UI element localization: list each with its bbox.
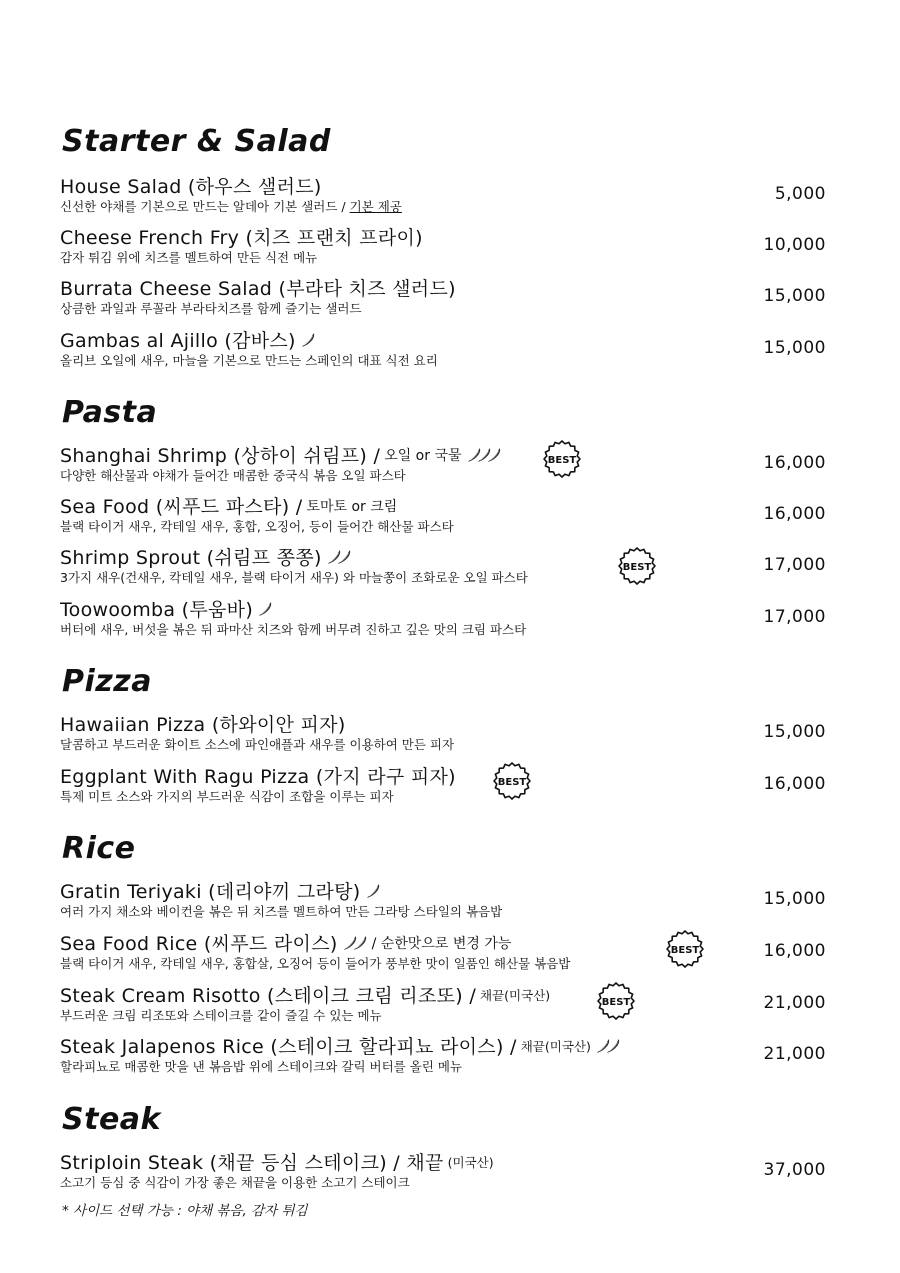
item-price: 15,000 [763,722,826,742]
item-price: 16,000 [763,941,826,961]
item-option: 채끝(미국산) [520,1038,591,1054]
item-name: Hawaiian Pizza (하와이안 피자) [60,714,346,736]
best-badge-icon [596,981,636,1021]
best-badge-icon [542,439,582,479]
menu-item-striploin-steak [60,1148,840,1198]
item-price: 16,000 [763,774,826,794]
item-name: Eggplant With Ragu Pizza (가지 라구 피자) [60,766,456,788]
menu-item-sea-food-rice [60,929,840,979]
item-name: Sea Food Rice (씨푸드 라이스) [60,933,338,955]
item-description: 3가지 새우(건새우, 칵테일 새우, 블랙 타이거 새우) 와 마늘쫑이 조화로운 오일 파스타 [60,570,528,585]
section-title-starter: Starter & Salad [62,124,331,159]
chili-pepper-icon [300,331,316,349]
section-title-pizza: Pizza [62,664,152,699]
chili-pepper-icon [342,934,368,952]
item-description: 상큼한 과일과 루꼴라 부라타치즈를 함께 즐기는 샐러드 [60,301,362,316]
item-name: Steak Jalapenos Rice (스테이크 할라피뇨 라이스) / [60,1036,517,1058]
best-badge-icon [617,546,657,586]
chili-pepper-icon [466,446,502,464]
menu-item-toowoomba [60,595,840,645]
item-name: Cheese French Fry (치즈 프랜치 프라이) [60,227,423,249]
item-description: 달콤하고 부드러운 화이트 소스에 파인애플과 새우를 이용하여 만든 피자 [60,737,455,752]
menu-item-gratin-teriyaki [60,877,840,927]
svg-text:BEST: BEST [601,997,631,1008]
item-price: 17,000 [763,555,826,575]
item-description: 블랙 타이거 새우, 칵테일 새우, 홍합살, 오징어 등이 들어가 풍부한 맛이 일품인 해산물 볶음밥 [60,956,571,971]
menu-item-steak-cream-risotto [60,981,840,1031]
svg-text:BEST: BEST [547,455,577,466]
item-price: 10,000 [763,235,826,255]
item-description: 블랙 타이거 새우, 칵테일 새우, 홍합, 오징어, 등이 들어간 해산물 파스타 [60,519,454,534]
item-name: Shanghai Shrimp (상하이 쉬림프) / [60,445,381,467]
item-price: 16,000 [763,453,826,473]
item-option: / 순한맛으로 변경 가능 [371,935,512,952]
item-name: Sea Food (씨푸드 파스타) / [60,496,303,518]
item-price: 5,000 [774,184,826,204]
item-name: Gambas al Ajillo (감바스) [60,330,296,352]
item-name: Striploin Steak (채끝 등심 스테이크) / 채끝 [60,1152,444,1174]
item-description: 할라피뇨로 매콤한 맛을 낸 볶음밥 위에 스테이크와 갈릭 버터를 올린 메뉴 [60,1059,462,1074]
menu-item-shrimp-sprout [60,543,840,593]
item-name: Gratin Teriyaki (데리야끼 그라탕) [60,881,361,903]
item-description: 소고기 등심 중 식감이 가장 좋은 채끝을 이용한 소고기 스테이크 [60,1175,410,1190]
item-price: 21,000 [763,1044,826,1064]
menu-item-shanghai-shrimp [60,441,840,491]
menu-item-gambas [60,326,840,376]
item-price: 37,000 [763,1160,826,1180]
menu-item-cheese-french-fry [60,223,840,273]
menu-item-burrata-salad [60,274,840,324]
menu-item-hawaiian-pizza [60,710,840,760]
item-description: 올리브 오일에 새우, 마늘을 기본으로 만드는 스페인의 대표 식전 요리 [60,353,438,368]
item-option: 채끝(미국산) [480,987,551,1003]
item-price: 15,000 [763,338,826,358]
section-title-pasta: Pasta [62,395,158,430]
item-name: Shrimp Sprout (쉬림프 쫑쫑) [60,547,322,569]
item-description: 특제 미트 소스와 가지의 부드러운 식감이 조합을 이루는 피자 [60,789,394,804]
side-dish-note: * 사이드 선택 가능 : 야채 볶음, 감자 튀김 [62,1203,308,1219]
best-badge-icon [492,761,532,801]
item-option: (미국산) [447,1154,494,1170]
item-name: Steak Cream Risotto (스테이크 크림 리조또) / [60,985,477,1007]
item-description: 감자 튀김 위에 치즈를 멜트하여 만든 식전 메뉴 [60,250,318,265]
item-name: House Salad (하우스 샐러드) [60,176,322,198]
chili-pepper-icon [595,1037,621,1055]
menu-item-house-salad [60,172,840,222]
menu-item-eggplant-ragu-pizza [60,762,840,812]
item-option: 토마토 or 크림 [306,498,398,515]
item-name: Burrata Cheese Salad (부라타 치즈 샐러드) [60,278,456,300]
item-description: 다양한 해산물과 야채가 들어간 매콤한 중국식 볶음 오일 파스타 [60,468,406,483]
chili-pepper-icon [257,600,273,618]
item-name: Toowoomba (투움바) [60,599,254,621]
item-description: 신선한 야채를 기본으로 만드는 알데아 기본 샐러드 / 기본 제공 [60,199,402,214]
svg-text:BEST: BEST [670,945,700,956]
item-description: 부드러운 크림 리조또와 스테이크를 같이 즐길 수 있는 메뉴 [60,1008,382,1023]
item-option: 오일 or 국물 [384,447,462,464]
included-label: 기본 제공 [349,199,402,214]
menu-item-sea-food-pasta [60,492,840,542]
chili-pepper-icon [365,882,381,900]
item-description: 여러 가지 채소와 베이컨을 볶은 뒤 치즈를 멜트하여 만든 그라탕 스타일의 볶음밥 [60,904,503,919]
svg-text:BEST: BEST [497,777,527,788]
section-title-rice: Rice [62,831,136,866]
best-badge-icon [665,929,705,969]
item-price: 15,000 [763,286,826,306]
item-description: 버터에 새우, 버섯을 볶은 뒤 파마산 치즈와 함께 버무려 진하고 깊은 맛의 크림 파스타 [60,622,527,637]
item-price: 17,000 [763,607,826,627]
section-title-steak: Steak [62,1102,161,1137]
svg-text:BEST: BEST [622,562,652,573]
chili-pepper-icon [326,548,352,566]
item-price: 15,000 [763,889,826,909]
item-price: 16,000 [763,504,826,524]
item-price: 21,000 [763,993,826,1013]
menu-item-steak-jalapenos-rice [60,1032,840,1082]
